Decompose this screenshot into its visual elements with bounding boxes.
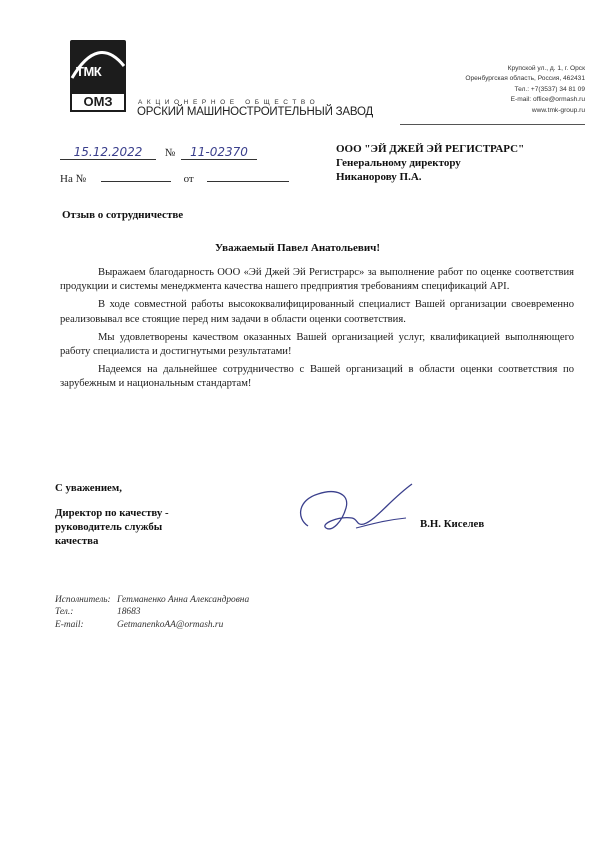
header-divider [400, 124, 585, 125]
executor-phone-row [55, 606, 249, 618]
body-paragraph: Выражаем благодарность ООО «Эй Джей Эй Регистрарс» за выполнение работ по оценке соответствия продукции и системы менеджмента качества нашего предприятия требованиям спецификаций API. [60, 267, 574, 293]
logo-tmk-text: ТМК [76, 64, 102, 79]
executor-email: GetmanenkoAA@ormash.ru [117, 619, 224, 630]
signer-position [55, 506, 169, 548]
ref-number-blank [101, 171, 171, 182]
executor-email-row [55, 619, 249, 631]
executor-phone: 18683 [117, 607, 141, 618]
signer-position-line: Директор по качеству - [55, 507, 169, 519]
recipient-position: Генеральному директору [336, 157, 461, 169]
executor-label: Исполнитель: [55, 595, 111, 605]
letter-body [60, 266, 574, 395]
recipient-block [336, 142, 524, 184]
contact-website: www.tmk-group.ru [531, 106, 585, 114]
reg-number: 11-02370 [181, 145, 257, 160]
letter-greeting: Уважаемый Павел Анатольевич! [214, 242, 381, 254]
body-paragraph: Надеемся на дальнейшее сотрудничество с Вашей организаций в области оценки соответствия по зарубежным и национальным стандартам! [60, 363, 574, 390]
reg-date: 15.12.2022 [60, 145, 156, 160]
company-name: ОРСКИЙ МАШИНОСТРОИТЕЛЬНЫЙ ЗАВОД [137, 106, 374, 118]
recipient-name: Никанорову П.А. [336, 171, 422, 183]
company-type: АКЦИОНЕРНОЕ ОБЩЕСТВО [138, 99, 320, 106]
executor-block [55, 594, 249, 631]
closing-phrase: С уважением, [55, 482, 122, 494]
executor-email-label: E-mail: [55, 619, 84, 630]
company-logo [70, 40, 126, 112]
logo-omz-text: ОМЗ [70, 92, 126, 112]
body-paragraph: Мы удовлетворены качеством оказанных Вашей организацией услуг, квалификацией выполняющего работу специалиста и достигнутыми результатами! [60, 331, 574, 358]
ref-label: На № [60, 173, 87, 185]
executor-phone-label: Тел.: [55, 607, 74, 618]
ref-date-blank [207, 171, 289, 182]
incoming-ref-line [60, 171, 289, 185]
ref-from-label: от [183, 173, 194, 185]
executor-name: Гетманенко Анна Александровна [117, 595, 250, 605]
contact-region: Оренбургская область, Россия, 462431 [465, 75, 585, 83]
signer-position-line: качества [55, 535, 99, 547]
contact-address: Крупской ул., д. 1, г. Орск [507, 65, 585, 72]
letter-subject: Отзыв о сотрудничестве [62, 209, 184, 221]
recipient-company: ООО "ЭЙ ДЖЕЙ ЭЙ РЕГИСТРАРС" [336, 143, 525, 155]
signer-name: В.Н. Киселев [420, 518, 485, 530]
executor-row [55, 594, 249, 606]
handwritten-signature [286, 478, 426, 548]
registration-block [60, 145, 289, 185]
outgoing-reg-line [60, 145, 289, 160]
body-paragraph: В ходе совместной работы высококвалифицированный специалист Вашей организации своевременно реализовывал все стоящие перед ним задачи в области оценки соответствия. [60, 299, 574, 325]
reg-number-sign: № [164, 147, 176, 159]
company-contacts [355, 64, 585, 116]
signer-position-line: руководитель службы [55, 521, 163, 533]
contact-phone: Тел.: +7(3537) 34 81 09 [514, 85, 585, 93]
contact-email: E-mail: office@ormash.ru [510, 96, 585, 104]
